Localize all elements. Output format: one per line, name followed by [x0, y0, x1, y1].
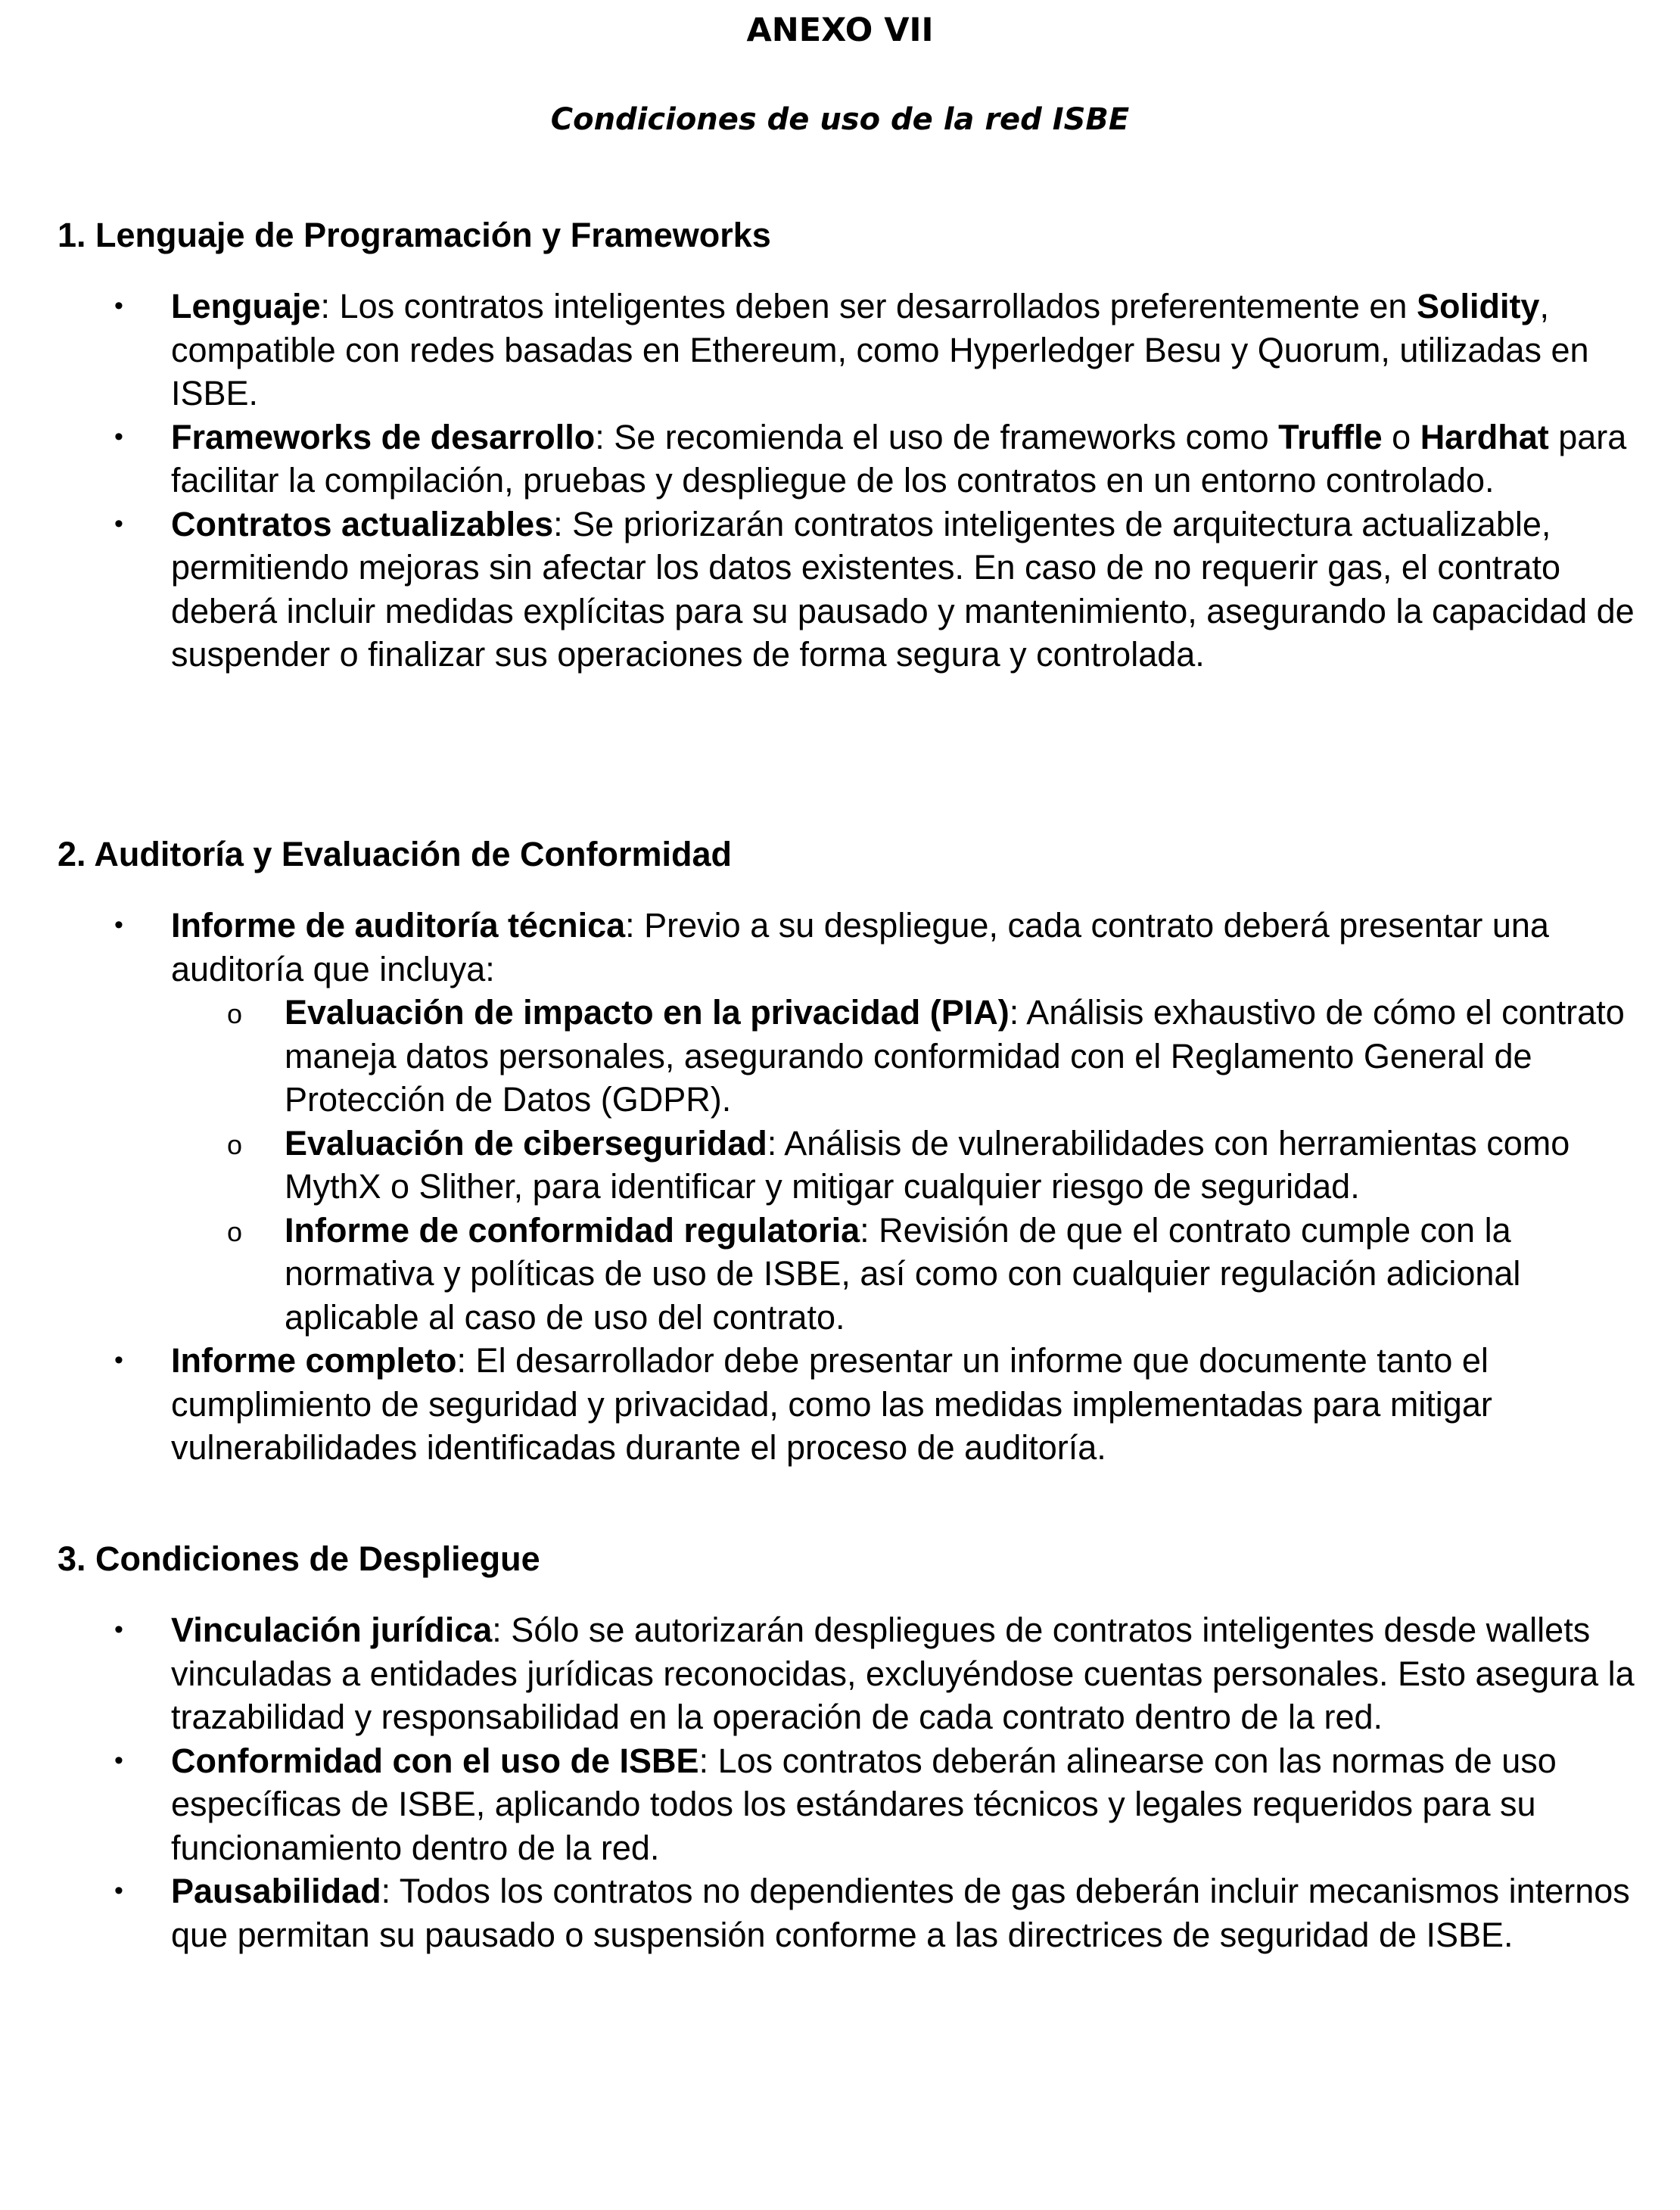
bullet-icon: • [114, 1876, 123, 1905]
sub-item-term: Evaluación de impacto en la privacidad (PIA) [285, 993, 1010, 1032]
item-term: Pausabilidad [171, 1872, 381, 1910]
item-bold-text: Solidity [1416, 287, 1540, 325]
sub-item-pia [171, 991, 1639, 1122]
item-term: Informe de auditoría técnica [171, 906, 626, 945]
circle-bullet-icon: o [227, 1216, 243, 1247]
list-item-technical-audit [58, 904, 1639, 1339]
section-audit [58, 832, 1639, 1470]
item-text: : Sólo se autorizarán despliegues de contratos inteligentes desde wallets vinculadas a entidades jurídicas reconocidas, excluyéndose cuentas personales. Esto asegura la trazabilidad y responsabilidad en la operación de cada contrato dentro de la red. [171, 1611, 1635, 1736]
item-text: : Se priorizarán contratos inteligentes de arquitectura actualizable, permitiendo mejoras sin afectar los datos existentes. En caso de no requerir gas, el contrato deberá incluir medidas explícitas para su pausado y mantenimiento, asegurando la capacidad de suspender o finalizar sus operaciones de forma segura y controlada. [171, 504, 1635, 674]
bullet-list [58, 285, 1639, 677]
list-item-frameworks [58, 416, 1639, 503]
section-heading: 3. Condiciones de Despliegue [58, 1539, 540, 1578]
section-heading: 2. Auditoría y Evaluación de Conformidad [58, 835, 732, 873]
item-text: o [1382, 417, 1420, 456]
bullet-icon: • [114, 291, 123, 320]
sub-item-text: : Análisis de vulnerabilidades con herramientas como MythX o Slither, para identificar y mitigar cualquier riesgo de seguridad. [285, 1123, 1570, 1206]
bullet-list [58, 904, 1639, 1470]
list-item-full-report [58, 1339, 1639, 1470]
item-term: Vinculación jurídica [171, 1611, 493, 1649]
list-item-upgradeable-contracts [58, 503, 1639, 677]
bullet-icon: • [114, 1346, 123, 1374]
item-text: : Los contratos deberán alinearse con las normas de uso específicas de ISBE, aplicando todos los estándares técnicos y legales requeridos para su funcionamiento dentro de la red. [171, 1741, 1557, 1867]
item-text: : El desarrollador debe presentar un informe que documente tanto el cumplimiento de seguridad y privacidad, como las medidas implementadas para mitigar vulnerabilidades identificadas durante el proceso de auditoría. [171, 1341, 1492, 1467]
list-item-legal-binding [58, 1608, 1639, 1739]
bullet-icon: • [114, 1615, 123, 1644]
bullet-icon: • [114, 509, 123, 538]
item-text: para facilitar la compilación, pruebas y despliegue de los contratos en un entorno controlado. [171, 417, 1627, 500]
sub-item-text: : Análisis exhaustivo de cómo el contrato maneja datos personales, asegurando conformidad con el Reglamento General de Protección de Datos (GDPR). [285, 993, 1625, 1119]
bullet-list [58, 1608, 1639, 1956]
bullet-icon: • [114, 422, 123, 451]
annex-subtitle: Condiciones de uso de la red ISBE [550, 102, 1130, 137]
item-text: : Todos los contratos no dependientes de gas deberán incluir mecanismos internos que permitan su pausado o suspensión conforme a las directrices de seguridad de ISBE. [171, 1872, 1630, 1954]
item-term: Contratos actualizables [171, 504, 554, 543]
list-item-isbe-compliance [58, 1739, 1639, 1870]
item-term: Lenguaje [171, 287, 321, 325]
sub-item-term: Evaluación de ciberseguridad [285, 1123, 767, 1163]
section-programming-language [58, 213, 1639, 677]
sub-list [171, 991, 1639, 1339]
item-text: : Se recomienda el uso de frameworks como [595, 417, 1279, 456]
circle-bullet-icon: o [227, 1128, 243, 1160]
item-bold-text: Truffle [1278, 417, 1383, 456]
sub-item-text: : Revisión de que el contrato cumple con la normativa y políticas de uso de ISBE, así como con cualquier regulación adicional aplicable al caso de uso del contrato. [285, 1210, 1521, 1337]
bullet-icon: • [114, 910, 123, 939]
item-term: Conformidad con el uso de ISBE [171, 1741, 699, 1780]
item-text: : Previo a su despliegue, cada contrato deberá presentar una auditoría que incluya: [171, 906, 1549, 988]
circle-bullet-icon: o [227, 998, 243, 1029]
bullet-icon: • [114, 1745, 123, 1775]
section-heading: 1. Lenguaje de Programación y Frameworks [58, 216, 771, 254]
item-text: , compatible con redes basadas en Ethereum, como Hyperledger Besu y Quorum, utilizadas en ISBE. [171, 287, 1589, 412]
item-bold-text: Hardhat [1420, 417, 1549, 456]
list-item-language [58, 285, 1639, 416]
list-item-pausability [58, 1869, 1639, 1956]
sub-item-regulatory [171, 1209, 1639, 1340]
annex-title: ANEXO VII [746, 11, 934, 49]
sub-item-cybersecurity [171, 1122, 1639, 1209]
item-term: Frameworks de desarrollo [171, 417, 596, 456]
sub-item-term: Informe de conformidad regulatoria [285, 1210, 860, 1250]
item-text: : Los contratos inteligentes deben ser desarrollados preferentemente en [320, 287, 1417, 325]
item-term: Informe completo [171, 1341, 457, 1380]
section-deployment [58, 1536, 1639, 1956]
